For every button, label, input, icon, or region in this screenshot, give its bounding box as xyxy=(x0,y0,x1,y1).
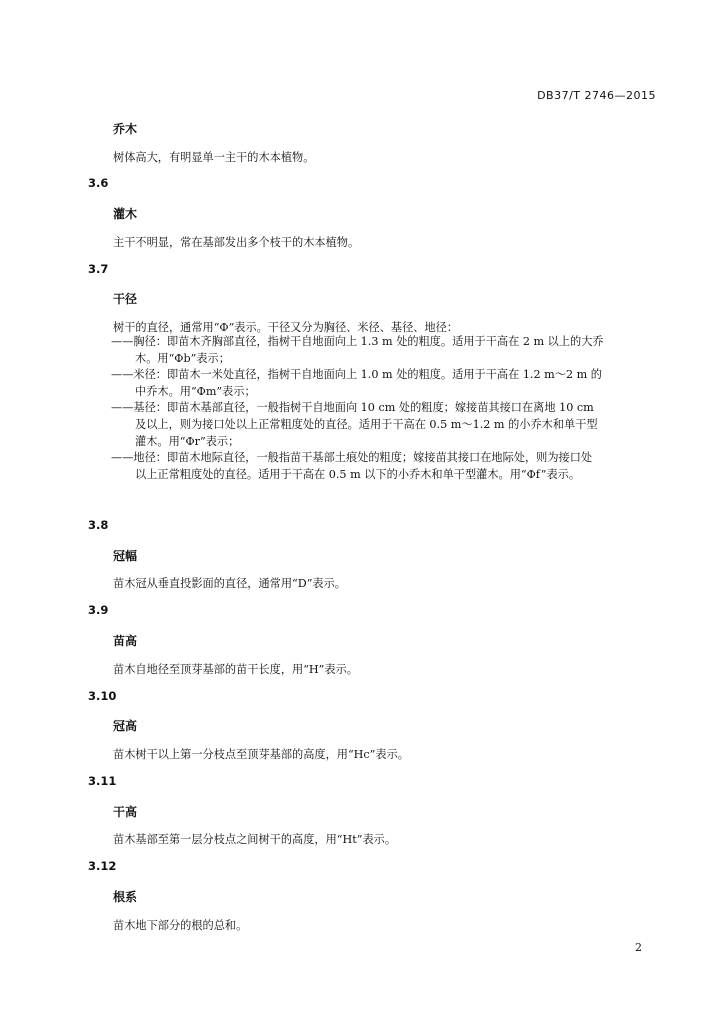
term-definition: 苗木自地径至顶芽基部的苗干长度，用“H”表示。 xyxy=(113,663,358,676)
page-number: 2 xyxy=(635,941,642,954)
section-number: 3.11 xyxy=(88,774,117,788)
term-title: 干高 xyxy=(113,805,138,819)
list-item-line: ——基径：即苗木基部直径，一般指树干自地面向 10 cm 处的粗度；嫁接苗其接口在离地 10 cm xyxy=(111,401,594,415)
diameter-list xyxy=(111,334,641,483)
section-number: 3.6 xyxy=(88,176,109,190)
list-item-line: ——胸径：即苗木齐胸部直径，指树干自地面向上 1.3 m 处的粗度。适用于干高在 2 m 以上的大乔 xyxy=(111,335,604,348)
term-title: 苗高 xyxy=(113,634,138,648)
term-definition: 苗木基部至第一层分枝点之间树干的高度，用“Ht”表示。 xyxy=(113,833,397,846)
term-definition: 主干不明显，常在基部发出多个枝干的木本植物。 xyxy=(113,236,360,249)
list-item-line: ——地径：即苗木地际直径，一般指苗干基部土痕处的粗度；嫁接苗其接口在地际处，则为接口处 xyxy=(111,451,593,465)
term-definition: 树干的直径，通常用“Φ”表示。干径又分为胸径、米径、基径、地径： xyxy=(113,321,459,334)
term-definition: 苗木地下部分的根的总和。 xyxy=(113,919,248,932)
term-title: 乔木 xyxy=(113,122,138,136)
term-title: 干径 xyxy=(113,292,138,306)
term-definition: 苗木树干以上第一分枝点至顶芽基部的高度，用“Hc”表示。 xyxy=(113,748,409,761)
section-number: 3.8 xyxy=(88,518,109,532)
term-title: 根系 xyxy=(113,890,138,904)
section-number: 3.7 xyxy=(88,262,109,276)
document-code: DB37/T 2746—2015 xyxy=(537,89,656,102)
term-title: 灌木 xyxy=(113,207,138,221)
term-title: 冠高 xyxy=(113,719,138,733)
term-definition: 树体高大，有明显单一主干的木本植物。 xyxy=(113,151,315,164)
term-definition: 苗木冠从垂直投影面的直径，通常用“D”表示。 xyxy=(113,577,346,590)
list-item-line: 灌木。用“Φr”表示； xyxy=(135,434,240,448)
list-item-line: 中乔木。用“Φm”表示； xyxy=(135,384,256,398)
section-number: 3.9 xyxy=(88,603,109,617)
term-title: 冠幅 xyxy=(113,549,138,563)
list-item-line: 及以上，则为接口处以上正常粗度处的直径。适用于干高在 0.5 m～1.2 m 的小乔木和单干型 xyxy=(135,417,598,431)
section-number: 3.10 xyxy=(88,689,117,703)
list-item-line: ——米径：即苗木一米处直径，指树干自地面向上 1.0 m 处的粗度。适用于干高在 1.2 m～2 m 的 xyxy=(111,368,602,382)
list-item-line: 以上正常粗度处的直径。适用于干高在 0.5 m 以下的小乔木和单干型灌木。用“Φf”表示。 xyxy=(135,467,581,481)
list-item-line: 木。用“Φb”表示； xyxy=(135,351,230,365)
section-number: 3.12 xyxy=(88,859,117,873)
